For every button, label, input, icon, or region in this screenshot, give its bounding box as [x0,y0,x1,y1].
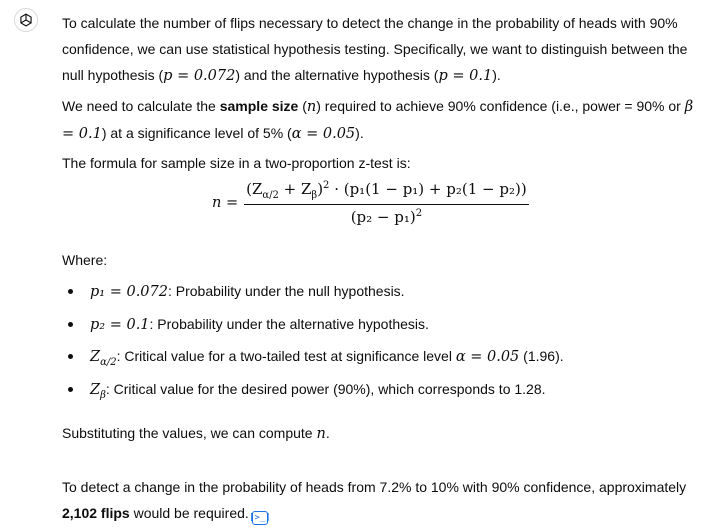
math-alpha-value: α = 0.05 [455,349,520,365]
math-alpha: α = 0.05 [291,126,356,142]
text: : Probability under the alternative hypothesis. [149,315,429,332]
den-part: (p₂ − p₁) [350,208,416,226]
math-alt-hypothesis: p = 0.1 [438,68,493,84]
text: : Probability under the null hypothesis. [167,283,405,299]
formula-denominator [351,205,422,226]
definitions-list [62,278,707,408]
paragraph-formula-intro: The formula for sample size in a two-proportion z-test is: [62,155,411,171]
num-sup: 2 [323,180,330,191]
list-item [62,278,707,311]
paragraph-conclusion [62,474,707,526]
den-sup: 2 [415,208,423,219]
paragraph-substituting [62,422,330,445]
formula-fraction [244,180,529,226]
math-p1: p₁ = 0.072 [90,284,168,300]
list-item [62,343,707,376]
math-z-beta [90,381,106,401]
text: ( [298,98,307,114]
num-part: (Z [246,180,263,198]
text: Substituting the values, we can compute [62,425,317,441]
math-p2: p₂ = 0.1 [90,316,150,333]
paragraph-sample-size [62,93,707,147]
text: ) and the alternative hypothesis ( [235,67,439,83]
bold-sample-size: sample size [219,98,299,114]
math-beta: β = 0.1 [62,99,694,142]
num-part: ) [317,180,324,198]
text: ). [355,125,364,141]
text: ) at a significance level of 5% ( [101,125,292,141]
formula-numerator [244,180,529,205]
where-label: Where: [62,252,108,268]
z-sub: β [100,389,106,401]
math-null-hypothesis: p = 0.072 [163,68,236,84]
paragraph-intro [62,10,707,89]
text: ). [492,67,501,83]
list-item [62,376,707,409]
formula-lhs: n = [212,195,239,211]
math-n: n [306,99,317,115]
sample-size-formula [212,180,529,226]
text: (1.96). [519,348,564,364]
text: . [325,425,330,441]
z: Z [90,381,101,398]
num-part: · (p₁(1 − p₁) + p₂(1 − p₂)) [329,180,527,198]
num-part: + Z [278,180,312,198]
text: We need to calculate the [62,98,220,114]
num-sub: α/2 [262,190,279,201]
code-source-icon[interactable]: [>_] [248,513,271,523]
z: Z [90,349,101,365]
num-sub: β [311,190,318,201]
z-sub: α/2 [100,356,117,368]
text: To detect a change in the probability of heads from 7.2% to 10% with 90% confidence, approximately [62,479,687,495]
text: would be required. [129,505,249,521]
list-item [62,311,707,344]
text: : Critical value for a two-tailed test at significance level [116,348,456,364]
text: To calculate the number of flips necessary to detect the change in the probability of heads with 90% confidence, we can use statistical hypothesis testing. Specifically, we want to distinguish between the null hypothesis ( [62,15,688,83]
text: ) required to achieve 90% confidence (i.e., power = 90% or [316,98,685,114]
math-z-alpha [90,349,117,368]
bold-result: 2,102 flips [62,505,130,521]
math-n: n [316,426,326,442]
text: : Critical value for the desired power (90%), which corresponds to 1.28. [105,380,546,397]
assistant-avatar [14,8,38,32]
openai-logo-icon [18,12,34,28]
